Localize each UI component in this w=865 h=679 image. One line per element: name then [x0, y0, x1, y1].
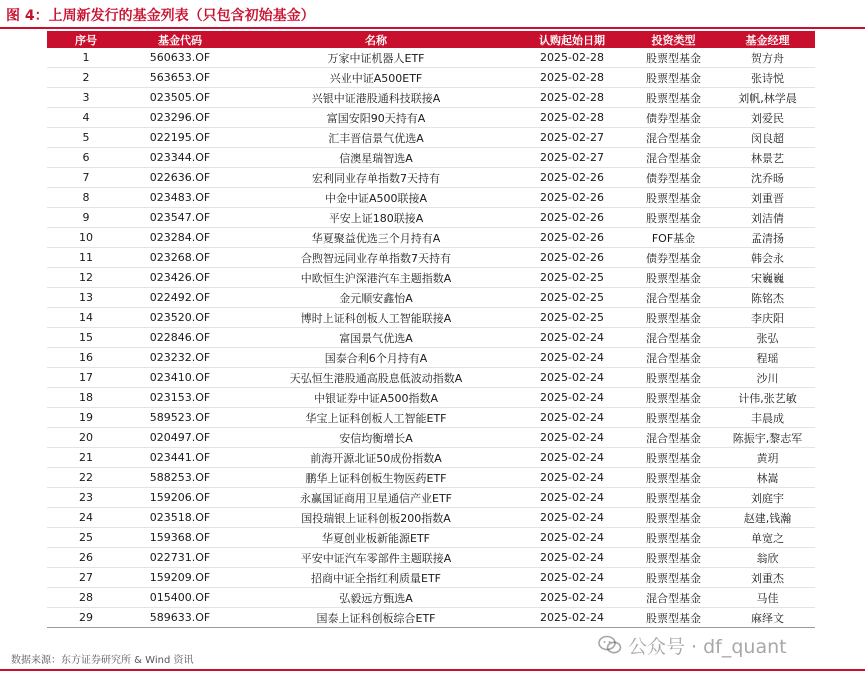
cell-subscription-date: 2025-02-28: [517, 68, 627, 88]
cell-fund-name: 前海开源北证50成份指数A: [235, 448, 517, 468]
cell-fund-manager: 刘重晋: [720, 188, 815, 208]
cell-fund-code: 023483.OF: [125, 188, 235, 208]
cell-subscription-date: 2025-02-24: [517, 468, 627, 488]
cell-index: 29: [47, 608, 125, 628]
cell-fund-name: 华宝上证科创板人工智能ETF: [235, 408, 517, 428]
table-row: [47, 448, 815, 468]
cell-index: 9: [47, 208, 125, 228]
cell-fund-name: 平安中证汽车零部件主题联接A: [235, 548, 517, 568]
cell-fund-name: 招商中证全指红利质量ETF: [235, 568, 517, 588]
cell-index: 14: [47, 308, 125, 328]
cell-subscription-date: 2025-02-26: [517, 188, 627, 208]
table-row: [47, 108, 815, 128]
table-row: [47, 328, 815, 348]
cell-fund-code: 159368.OF: [125, 528, 235, 548]
cell-fund-name: 国投瑞银上证科创板200指数A: [235, 508, 517, 528]
cell-investment-type: 股票型基金: [627, 528, 720, 548]
cell-subscription-date: 2025-02-28: [517, 88, 627, 108]
cell-subscription-date: 2025-02-24: [517, 348, 627, 368]
table-row: [47, 88, 815, 108]
cell-fund-name: 富国景气优选A: [235, 328, 517, 348]
cell-fund-code: 589523.OF: [125, 408, 235, 428]
cell-fund-manager: 沙川: [720, 368, 815, 388]
cell-fund-code: 023547.OF: [125, 208, 235, 228]
table-row: [47, 248, 815, 268]
cell-index: 22: [47, 468, 125, 488]
bottom-rule: [0, 669, 865, 671]
cell-index: 17: [47, 368, 125, 388]
cell-fund-code: 022492.OF: [125, 288, 235, 308]
table-row: [47, 168, 815, 188]
cell-fund-code: 023344.OF: [125, 148, 235, 168]
cell-investment-type: 股票型基金: [627, 48, 720, 68]
table-row: [47, 568, 815, 588]
cell-subscription-date: 2025-02-24: [517, 548, 627, 568]
wechat-icon: [598, 635, 622, 655]
table-row: [47, 408, 815, 428]
table-row: [47, 68, 815, 88]
cell-subscription-date: 2025-02-26: [517, 168, 627, 188]
cell-index: 16: [47, 348, 125, 368]
cell-fund-manager: 陈铭杰: [720, 288, 815, 308]
top-rule: [0, 27, 865, 29]
cell-subscription-date: 2025-02-24: [517, 528, 627, 548]
cell-fund-name: 富国安阳90天持有A: [235, 108, 517, 128]
cell-investment-type: 股票型基金: [627, 88, 720, 108]
cell-fund-manager: 韩会永: [720, 248, 815, 268]
cell-investment-type: 股票型基金: [627, 468, 720, 488]
cell-investment-type: 债券型基金: [627, 168, 720, 188]
cell-subscription-date: 2025-02-28: [517, 108, 627, 128]
cell-fund-manager: 单宽之: [720, 528, 815, 548]
cell-subscription-date: 2025-02-24: [517, 328, 627, 348]
cell-subscription-date: 2025-02-24: [517, 408, 627, 428]
cell-fund-code: 022636.OF: [125, 168, 235, 188]
cell-subscription-date: 2025-02-24: [517, 448, 627, 468]
cell-subscription-date: 2025-02-27: [517, 128, 627, 148]
table-row: [47, 468, 815, 488]
cell-subscription-date: 2025-02-24: [517, 608, 627, 628]
cell-index: 24: [47, 508, 125, 528]
table-row: [47, 548, 815, 568]
cell-fund-code: 023520.OF: [125, 308, 235, 328]
cell-fund-name: 宏利同业存单指数7天持有: [235, 168, 517, 188]
cell-fund-name: 国泰合利6个月持有A: [235, 348, 517, 368]
cell-fund-manager: 翁欣: [720, 548, 815, 568]
data-source-note: 数据来源：东方证券研究所 & Wind 资讯: [11, 655, 194, 666]
cell-fund-code: 159209.OF: [125, 568, 235, 588]
cell-fund-manager: 赵建,钱瀚: [720, 508, 815, 528]
cell-investment-type: 债券型基金: [627, 248, 720, 268]
cell-fund-name: 弘毅远方甄选A: [235, 588, 517, 608]
cell-subscription-date: 2025-02-26: [517, 228, 627, 248]
cell-fund-manager: 贺方舟: [720, 48, 815, 68]
cell-investment-type: 混合型基金: [627, 148, 720, 168]
cell-index: 20: [47, 428, 125, 448]
cell-fund-name: 合煦智远同业存单指数7天持有: [235, 248, 517, 268]
cell-fund-manager: 刘庭宇: [720, 488, 815, 508]
cell-fund-code: 023284.OF: [125, 228, 235, 248]
cell-fund-name: 信澳星瑞智选A: [235, 148, 517, 168]
cell-subscription-date: 2025-02-25: [517, 268, 627, 288]
cell-fund-manager: 刘洁倩: [720, 208, 815, 228]
cell-fund-manager: 丰晨成: [720, 408, 815, 428]
cell-fund-manager: 陈振宇,黎志军: [720, 428, 815, 448]
cell-index: 21: [47, 448, 125, 468]
cell-fund-code: 589633.OF: [125, 608, 235, 628]
cell-fund-name: 金元顺安鑫怡A: [235, 288, 517, 308]
cell-investment-type: 股票型基金: [627, 568, 720, 588]
table-row: [47, 288, 815, 308]
cell-fund-manager: 张弘: [720, 328, 815, 348]
cell-fund-code: 023441.OF: [125, 448, 235, 468]
cell-fund-code: 023153.OF: [125, 388, 235, 408]
table-row: [47, 48, 815, 68]
cell-fund-manager: 程瑶: [720, 348, 815, 368]
cell-investment-type: 股票型基金: [627, 268, 720, 288]
table-row: [47, 508, 815, 528]
cell-fund-name: 万家中证机器人ETF: [235, 48, 517, 68]
cell-index: 5: [47, 128, 125, 148]
cell-index: 18: [47, 388, 125, 408]
cell-fund-name: 中欧恒生沪深港汽车主题指数A: [235, 268, 517, 288]
cell-fund-name: 天弘恒生港股通高股息低波动指数A: [235, 368, 517, 388]
cell-investment-type: 债券型基金: [627, 108, 720, 128]
cell-fund-manager: 孟清扬: [720, 228, 815, 248]
cell-fund-manager: 林景艺: [720, 148, 815, 168]
cell-investment-type: 混合型基金: [627, 288, 720, 308]
cell-fund-name: 平安上证180联接A: [235, 208, 517, 228]
fund-table-container: [47, 31, 815, 628]
cell-investment-type: 股票型基金: [627, 308, 720, 328]
header-fund-name: 名称: [235, 31, 517, 48]
cell-fund-code: 023518.OF: [125, 508, 235, 528]
cell-fund-code: 159206.OF: [125, 488, 235, 508]
cell-fund-code: 023426.OF: [125, 268, 235, 288]
cell-fund-name: 兴业中证A500ETF: [235, 68, 517, 88]
table-row: [47, 488, 815, 508]
cell-index: 1: [47, 48, 125, 68]
cell-index: 28: [47, 588, 125, 608]
cell-investment-type: 股票型基金: [627, 548, 720, 568]
cell-fund-code: 588253.OF: [125, 468, 235, 488]
cell-investment-type: 混合型基金: [627, 128, 720, 148]
cell-fund-manager: 黄玥: [720, 448, 815, 468]
cell-subscription-date: 2025-02-24: [517, 368, 627, 388]
table-row: [47, 148, 815, 168]
cell-investment-type: FOF基金: [627, 228, 720, 248]
cell-fund-code: 023296.OF: [125, 108, 235, 128]
cell-fund-manager: 张诗悦: [720, 68, 815, 88]
cell-investment-type: 股票型基金: [627, 448, 720, 468]
cell-fund-name: 华夏聚益优选三个月持有A: [235, 228, 517, 248]
cell-investment-type: 混合型基金: [627, 588, 720, 608]
cell-fund-manager: 刘爱民: [720, 108, 815, 128]
cell-subscription-date: 2025-02-26: [517, 248, 627, 268]
cell-fund-name: 汇丰晋信景气优选A: [235, 128, 517, 148]
cell-fund-manager: 沈乔旸: [720, 168, 815, 188]
cell-fund-name: 中银证券中证A500指数A: [235, 388, 517, 408]
cell-index: 27: [47, 568, 125, 588]
cell-investment-type: 混合型基金: [627, 328, 720, 348]
table-row: [47, 128, 815, 148]
header-index: 序号: [47, 31, 125, 48]
cell-fund-code: 022195.OF: [125, 128, 235, 148]
cell-fund-code: 023232.OF: [125, 348, 235, 368]
table-row: [47, 388, 815, 408]
cell-index: 4: [47, 108, 125, 128]
cell-subscription-date: 2025-02-24: [517, 388, 627, 408]
cell-fund-name: 兴银中证港股通科技联接A: [235, 88, 517, 108]
cell-fund-manager: 宋巍巍: [720, 268, 815, 288]
table-row: [47, 608, 815, 628]
cell-subscription-date: 2025-02-26: [517, 208, 627, 228]
table-row: [47, 268, 815, 288]
watermark: [598, 632, 787, 658]
cell-investment-type: 股票型基金: [627, 188, 720, 208]
header-investment-type: 投资类型: [627, 31, 720, 48]
table-row: [47, 308, 815, 328]
cell-fund-name: 安信均衡增长A: [235, 428, 517, 448]
table-row: [47, 368, 815, 388]
cell-index: 19: [47, 408, 125, 428]
header-subscription-start-date: 认购起始日期: [517, 31, 627, 48]
cell-subscription-date: 2025-02-24: [517, 588, 627, 608]
cell-investment-type: 股票型基金: [627, 368, 720, 388]
cell-fund-code: 015400.OF: [125, 588, 235, 608]
cell-fund-code: 023505.OF: [125, 88, 235, 108]
cell-fund-name: 国泰上证科创板综合ETF: [235, 608, 517, 628]
cell-investment-type: 混合型基金: [627, 348, 720, 368]
table-row: [47, 428, 815, 448]
cell-fund-code: 020497.OF: [125, 428, 235, 448]
cell-index: 7: [47, 168, 125, 188]
table-body: [47, 48, 815, 628]
cell-fund-name: 博时上证科创板人工智能联接A: [235, 308, 517, 328]
cell-investment-type: 混合型基金: [627, 428, 720, 448]
cell-investment-type: 股票型基金: [627, 488, 720, 508]
table-row: [47, 528, 815, 548]
cell-fund-code: 563653.OF: [125, 68, 235, 88]
cell-index: 11: [47, 248, 125, 268]
table-row: [47, 588, 815, 608]
cell-investment-type: 股票型基金: [627, 208, 720, 228]
cell-subscription-date: 2025-02-25: [517, 288, 627, 308]
cell-subscription-date: 2025-02-24: [517, 428, 627, 448]
cell-fund-code: 022731.OF: [125, 548, 235, 568]
cell-subscription-date: 2025-02-24: [517, 568, 627, 588]
cell-fund-name: 中金中证A500联接A: [235, 188, 517, 208]
cell-index: 3: [47, 88, 125, 108]
cell-fund-name: 华夏创业板新能源ETF: [235, 528, 517, 548]
table-header-row: [47, 31, 815, 48]
cell-fund-code: 023410.OF: [125, 368, 235, 388]
cell-index: 26: [47, 548, 125, 568]
table-row: [47, 188, 815, 208]
cell-subscription-date: 2025-02-24: [517, 488, 627, 508]
cell-fund-name: 鹏华上证科创板生物医药ETF: [235, 468, 517, 488]
cell-fund-code: 560633.OF: [125, 48, 235, 68]
cell-investment-type: 股票型基金: [627, 68, 720, 88]
cell-index: 2: [47, 68, 125, 88]
cell-index: 10: [47, 228, 125, 248]
cell-investment-type: 股票型基金: [627, 408, 720, 428]
table-row: [47, 228, 815, 248]
cell-fund-manager: 李庆阳: [720, 308, 815, 328]
header-fund-manager: 基金经理: [720, 31, 815, 48]
cell-fund-manager: 林嵩: [720, 468, 815, 488]
cell-fund-manager: 马佳: [720, 588, 815, 608]
watermark-text: 公众号 · df_quant: [628, 635, 787, 658]
cell-investment-type: 股票型基金: [627, 508, 720, 528]
cell-index: 13: [47, 288, 125, 308]
cell-index: 23: [47, 488, 125, 508]
cell-index: 12: [47, 268, 125, 288]
figure-title: 图 4：上周新发行的基金列表（只包含初始基金）: [6, 8, 315, 24]
header-fund-code: 基金代码: [125, 31, 235, 48]
cell-fund-name: 永赢国证商用卫星通信产业ETF: [235, 488, 517, 508]
cell-fund-manager: 计伟,张艺敏: [720, 388, 815, 408]
cell-fund-manager: 闵良超: [720, 128, 815, 148]
cell-fund-code: 023268.OF: [125, 248, 235, 268]
table-row: [47, 208, 815, 228]
cell-fund-manager: 刘帆,林学晨: [720, 88, 815, 108]
cell-index: 6: [47, 148, 125, 168]
cell-index: 15: [47, 328, 125, 348]
cell-index: 8: [47, 188, 125, 208]
cell-investment-type: 股票型基金: [627, 388, 720, 408]
cell-index: 25: [47, 528, 125, 548]
cell-fund-manager: 麻绎文: [720, 608, 815, 628]
cell-subscription-date: 2025-02-27: [517, 148, 627, 168]
cell-fund-code: 022846.OF: [125, 328, 235, 348]
cell-fund-manager: 刘重杰: [720, 568, 815, 588]
fund-table: [47, 31, 815, 628]
table-row: [47, 348, 815, 368]
cell-subscription-date: 2025-02-24: [517, 508, 627, 528]
cell-investment-type: 股票型基金: [627, 608, 720, 628]
cell-subscription-date: 2025-02-25: [517, 308, 627, 328]
cell-subscription-date: 2025-02-28: [517, 48, 627, 68]
